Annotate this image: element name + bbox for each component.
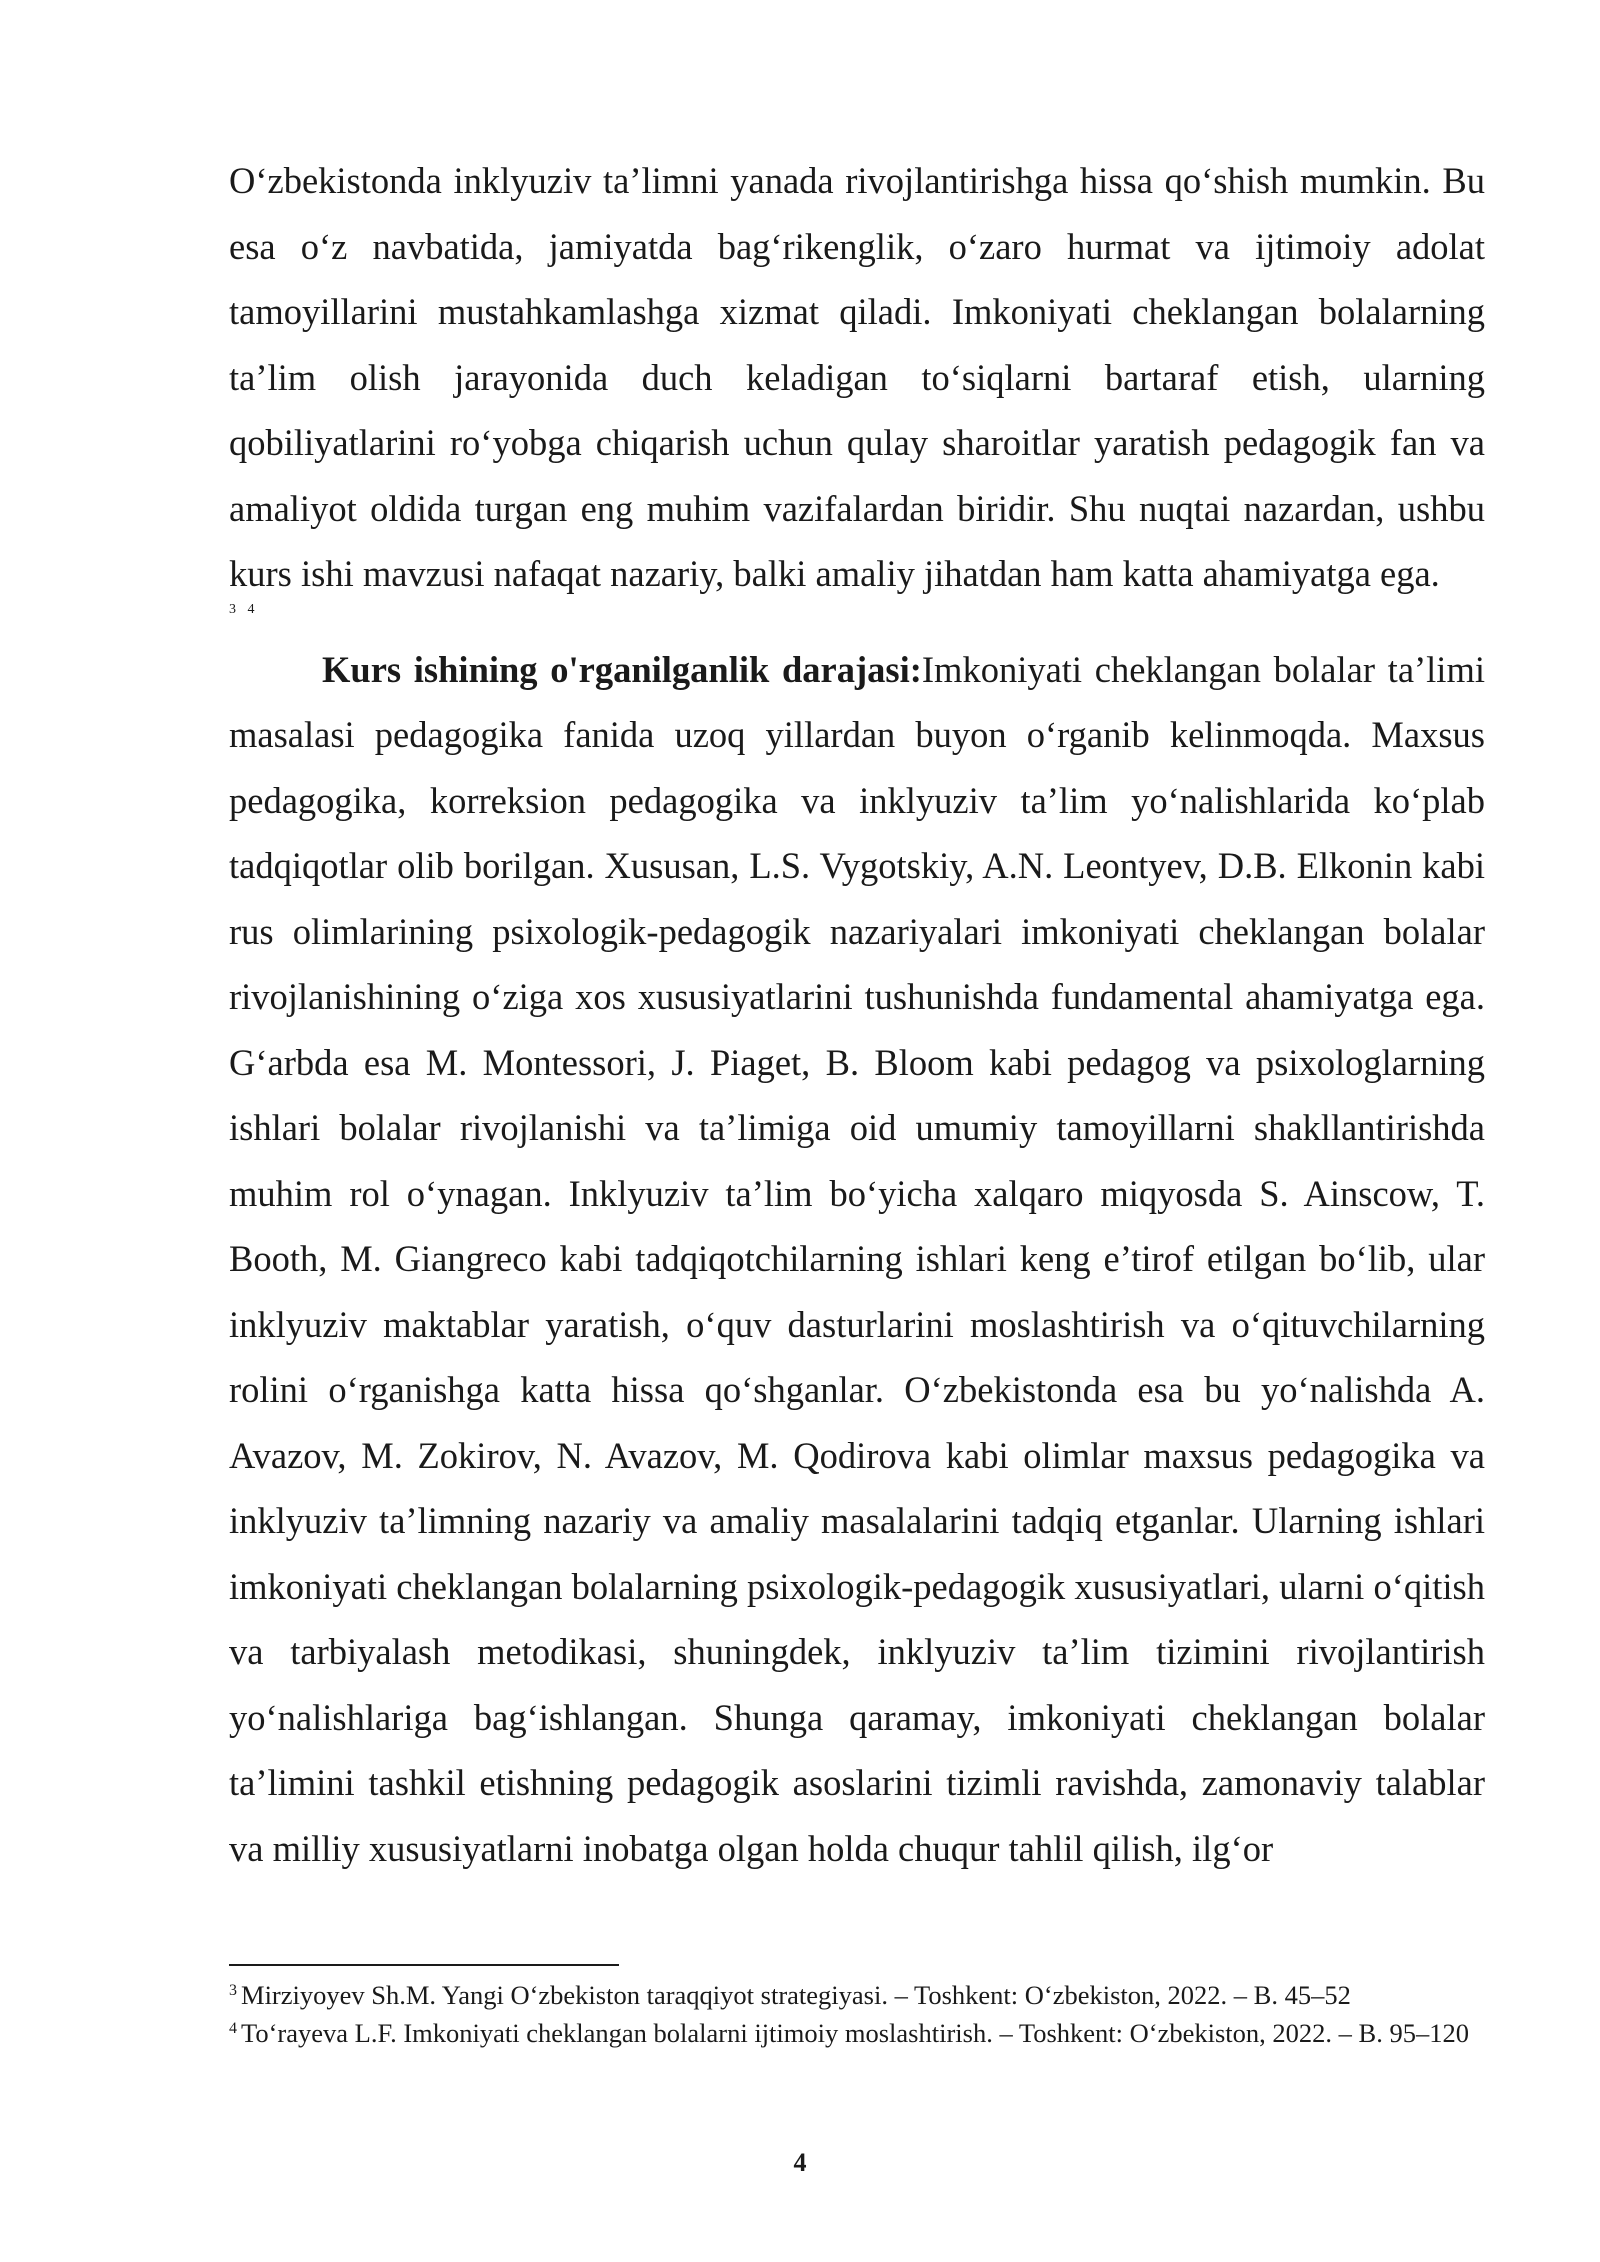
section-body: Imkoniyati cheklangan bolalar ta’limi masalasi pedagogika fanida uzoq yillardan buyon o‘rganib kelinmoqda. Maxsus pedagogika, korreksion pedagogika va inklyuziv ta’lim yo‘nalishlarida ko‘plab tadqiqotlar olib borilgan. Xususan, L.S. Vygotskiy, A.N. Leontyev, D.B. Elkonin kabi rus olimlarining psixologik-pedagogik nazariyalari imkoniyati cheklangan bolalar rivojlanishining o‘ziga xos xususiyatlarini tushunishda fundamental ahamiyatga ega. G‘arbda esa M. Montessori, J. Piaget, B. Bloom kabi pedagog va psixologlarning ishlari bolalar rivojlanishi va ta’limiga oid umumiy tamoyillarni shakllantirishda muhim rol o‘ynagan. Inklyuziv ta’lim bo‘yicha xalqaro miqyosda S. Ainscow, T. Booth, M. Giangreco kabi tadqiqotchilarning ishlari keng e’tirof etilgan bo‘lib, ular inklyuziv maktablar yaratish, o‘quv dasturlarini moslashtirish va o‘qituvchilarning rolini o‘rganishga katta hissa qo‘shganlar. O‘zbekistonda esa bu yo‘nalishda A. Avazov, M. Zokirov, N. Avazov, M. Qodirova kabi olimlar maxsus pedagogika va inklyuziv ta’limning nazariy va amaliy masalalarini tadqiq etganlar. Ularning ishlari imkoniyati cheklangan bolalarning psixologik-pedagogik xususiyatlari, ularni o‘qitish va tarbiyalash metodikasi, shuningdek, inklyuziv ta’lim tizimini rivojlantirish yo‘nalishlariga bag‘ishlangan. Shunga qaramay, imkoniyati cheklangan bolalar ta’limini tashkil etishning pedagogik asoslarini tizimli ravishda, zamonaviy talablar va milliy xususiyatlarni inobatga olgan holda chuqur tahlil qilish, ilg‘or — [229, 648, 1485, 1869]
footnote-number: 3 — [229, 1982, 237, 1999]
footnote-text: To‘rayeva L.F. Imkoniyati cheklangan bolalarni ijtimoiy moslashtirish. – Toshkent: O‘zbekiston, 2022. – B. 95–120 — [241, 2018, 1469, 2048]
page-number: 4 — [793, 2148, 807, 2177]
footnote-item — [229, 2012, 1485, 2050]
footnote-item — [229, 1974, 1485, 2012]
footnote-separator — [229, 1964, 619, 1966]
main-text — [229, 148, 1485, 1881]
footnote-number: 4 — [229, 2020, 237, 2037]
literature-review-paragraph — [229, 637, 1485, 1882]
footnote-references: 3 4 — [229, 601, 259, 617]
footnotes — [229, 1974, 1485, 2050]
section-heading: Kurs ishining o'rganilganlik darajasi: — [322, 648, 922, 690]
footnote-text: Mirziyoyev Sh.M. Yangi O‘zbekiston taraqqiyot strategiyasi. – Toshkent: O‘zbekiston, 2022. – B. 45–52 — [241, 1980, 1351, 2010]
intro-paragraph: O‘zbekistonda inklyuziv ta’limni yanada rivojlantirishga hissa qo‘shish mumkin. Bu esa o‘z navbatida, jamiyatda bag‘rikenglik, o‘zaro hurmat va ijtimoiy adolat tamoyillarini mustahkamlashga xizmat qiladi. Imkoniyati cheklangan bolalarning ta’lim olish jarayonida duch keladigan to‘siqlarni bartaraf etish, ularning qobiliyatlarini ro‘yobga chiqarish uchun qulay sharoitlar yaratish pedagogik fan va amaliyot oldida turgan eng muhim vazifalardan biridir. Shu nuqtai nazardan, ushbu kurs ishi mavzusi nafaqat nazariy, balki amaliy jihatdan ham katta ahamiyatga ega. — [229, 160, 1485, 594]
